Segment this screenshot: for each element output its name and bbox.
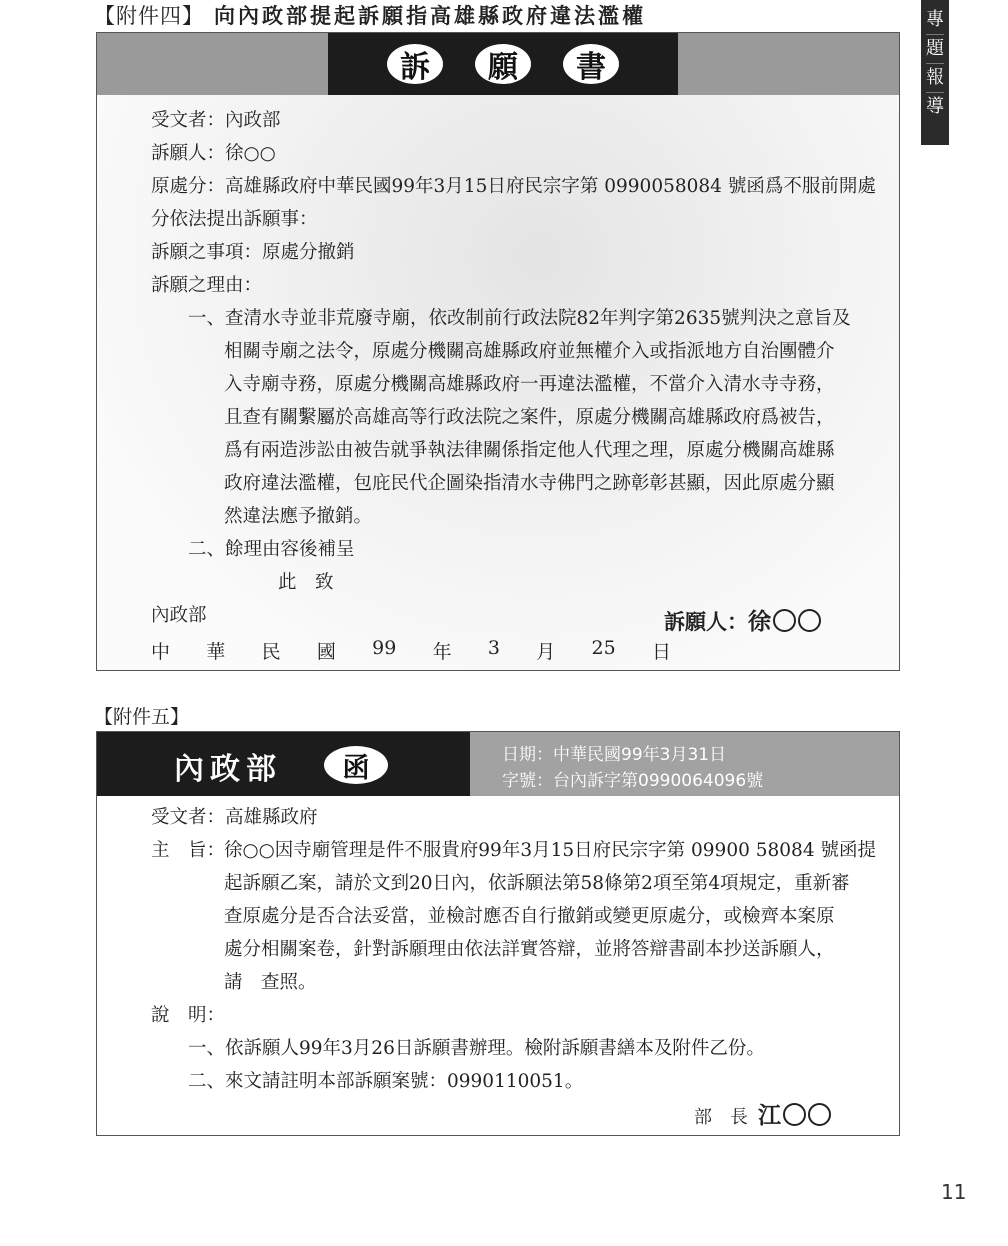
letter-recipient: 受文者：高雄縣政府 <box>151 807 318 828</box>
petition-signature <box>664 603 821 636</box>
letter-subject-line: 徐○○因寺廟管理是件不服貴府99年3月15日府民宗字第 09900 58084 號函提 <box>224 840 876 861</box>
date-part: 國 <box>316 641 336 663</box>
petition-original-line-1: 原處分：高雄縣政府中華民國99年3月15日府民宗字第 0990058084 號函爲不服前開處 <box>151 176 876 197</box>
petition-closing: 此 致 <box>278 572 334 593</box>
petition-reason-line: 一、查清水寺並非荒廢寺廟，依改制前行政法院82年判字第2635號判決之意旨及 <box>188 308 851 329</box>
petition-date <box>151 637 671 664</box>
letter-date: 日期：中華民國99年3月31日 <box>502 745 727 765</box>
letter-explain-item: 一、依訴願人99年3月26日訴願書辦理。檢附訴願書繕本及附件乙份。 <box>188 1038 765 1059</box>
ministry-letter <box>96 731 900 1136</box>
name-redaction-circle <box>773 609 796 632</box>
letter-explain-label: 說 明： <box>151 1005 226 1026</box>
petition-title <box>328 33 678 95</box>
side-tab-char: 報 <box>926 64 944 93</box>
petition-reason-line: 相關寺廟之法令，原處分機關高雄縣政府並無權介入或指派地方自治團體介 <box>224 341 835 362</box>
section-side-tab <box>921 0 949 145</box>
petition-matter: 訴願之事項：原處分撤銷 <box>151 242 355 263</box>
petition-original-line-2: 分依法提出訴願事： <box>151 209 318 230</box>
minister-label: 部 長 <box>694 1107 748 1128</box>
petition-reason-two: 二、餘理由容後補呈 <box>188 539 355 560</box>
petition-signature-label: 訴願人： <box>664 610 748 634</box>
date-part: 月 <box>536 641 556 663</box>
date-part: 3 <box>487 637 500 659</box>
page-number: 11 <box>941 1180 967 1204</box>
minister-name: 江 <box>758 1103 781 1129</box>
letter-header-dark <box>97 732 470 796</box>
petition-recipient: 受文者：內政部 <box>151 110 281 131</box>
attachment-four-title: 向內政部提起訴願指高雄縣政府違法濫權 <box>214 4 646 28</box>
side-tab-char: 導 <box>926 96 944 117</box>
letter-subject-line: 請 查照。 <box>224 972 317 993</box>
letter-ministry-name: 內政部 <box>174 752 282 787</box>
petition-reason-line: 爲有兩造涉訟由被告就爭執法律關係指定他人代理之理，原處分機關高雄縣 <box>224 440 835 461</box>
petition-reason-heading: 訴願之理由： <box>151 275 263 296</box>
petition-reason-line: 然違法應予撤銷。 <box>224 506 373 527</box>
date-part: 華 <box>206 641 226 663</box>
petition-petitioner: 訴願人：徐○○ <box>151 143 276 164</box>
name-redaction-circle <box>798 609 821 632</box>
minister-signature <box>694 1097 831 1130</box>
letter-subject-label: 主 旨： <box>151 840 226 861</box>
side-tab-char: 專 <box>926 6 944 35</box>
petition-addressee: 內政部 <box>151 605 207 626</box>
petition-title-char: 訴 <box>387 44 443 84</box>
letter-doc-number: 字號：台內訴字第0990064096號 <box>502 771 764 791</box>
attachment-five-label: 【附件五】 <box>94 706 190 728</box>
petition-title-char: 願 <box>475 44 531 84</box>
date-part: 民 <box>261 641 281 663</box>
petition-reason-line: 且查有關繫屬於高雄高等行政法院之案件，原處分機關高雄縣政府爲被告， <box>224 407 835 428</box>
attachment-four-header <box>94 0 646 30</box>
letter-explain-item: 二、來文請註明本部訴願案號：0990110051。 <box>188 1071 584 1092</box>
petition-document <box>96 32 900 671</box>
letter-subject-line: 處分相關案卷，針對訴願理由依法詳實答辯，並將答辯書副本抄送訴願人， <box>224 939 835 960</box>
date-part: 日 <box>651 641 671 663</box>
attachment-four-label: 【附件四】 <box>94 4 204 28</box>
date-part: 25 <box>591 637 616 659</box>
date-part: 99 <box>372 637 397 659</box>
date-part: 中 <box>151 641 171 663</box>
letter-subject-line: 查原處分是否合法妥當，並檢討應否自行撤銷或變更原處分，或檢齊本案原 <box>224 906 835 927</box>
petition-title-char: 書 <box>563 44 619 84</box>
side-tab-char: 題 <box>926 35 944 64</box>
letter-subject-line: 起訴願乙案，請於文到20日內，依訴願法第58條第2項至第4項規定，重新審 <box>224 873 850 894</box>
petition-signature-name: 徐 <box>748 609 771 635</box>
letter-type: 函 <box>324 746 388 784</box>
name-redaction-circle <box>783 1103 806 1126</box>
name-redaction-circle <box>808 1103 831 1126</box>
petition-reason-line: 入寺廟寺務，原處分機關高雄縣政府一再違法濫權，不當介入清水寺寺務， <box>224 374 835 395</box>
date-part: 年 <box>432 641 452 663</box>
petition-reason-line: 政府違法濫權，包庇民代企圖染指清水寺佛門之跡彰彰甚顯，因此原處分顯 <box>224 473 835 494</box>
